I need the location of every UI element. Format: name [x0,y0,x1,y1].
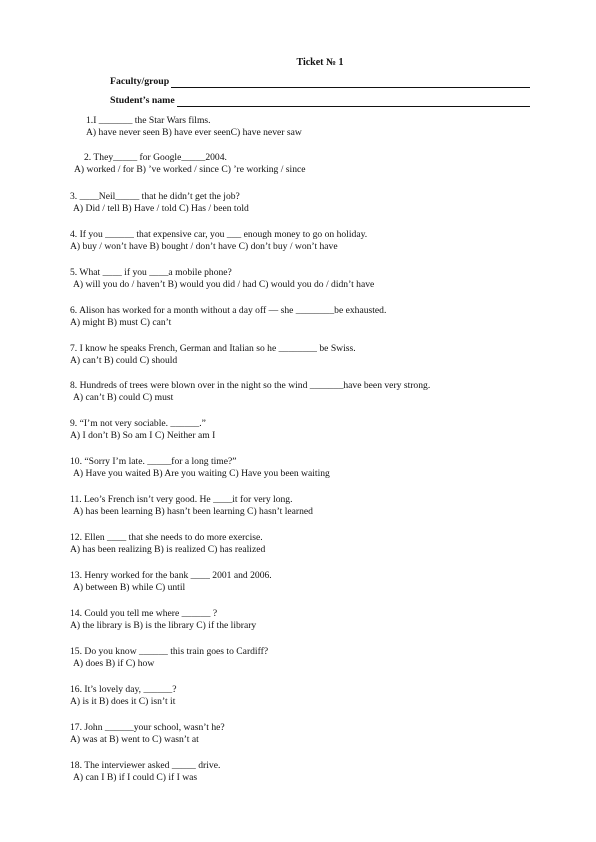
question-stem: 16. It’s lovely day, ______? [70,684,177,695]
question-9 [70,418,570,442]
page-title: Ticket № 1 [296,57,344,68]
question-options: A) is it B) does it C) isn’t it [70,696,176,707]
question-options: A) have never seen B) have ever seenC) have never saw [86,127,302,138]
question-8 [70,380,570,404]
question-3 [70,191,570,215]
question-2 [70,152,570,176]
question-options: A) was at B) went to C) wasn’t at [70,734,199,745]
question-5 [70,267,570,291]
faculty-group-field [110,76,530,88]
faculty-group-line [171,77,530,88]
question-stem: 3. ____Neil_____ that he didn’t get the job? [70,191,240,202]
question-11 [70,494,570,518]
question-stem: 5. What ____ if you ____a mobile phone? [70,267,232,278]
question-17 [70,722,570,746]
question-options: A) has been realizing B) is realized C) has realized [70,544,266,555]
question-12 [70,532,570,556]
question-stem: 1.I _______ the Star Wars films. [86,115,211,126]
question-16 [70,684,570,708]
question-stem: 17. John ______your school, wasn’t he? [70,722,225,733]
question-stem: 7. I know he speaks French, German and Italian so he ________ be Swiss. [70,343,356,354]
question-1 [70,115,570,139]
question-stem: 9. “I’m not very sociable. ______.” [70,418,206,429]
question-stem: 18. The interviewer asked _____ drive. [70,760,221,771]
question-options: A) Have you waited B) Are you waiting C) Have you been waiting [73,468,330,479]
question-stem: 15. Do you know ______ this train goes to Cardiff? [70,646,269,657]
question-stem: 2. They_____ for Google_____2004. [84,152,227,163]
question-options: A) does B) if C) how [73,658,155,669]
question-options: A) has been learning B) hasn’t been learning C) hasn’t learned [73,506,313,517]
question-stem: 11. Leo’s French isn’t very good. He ____it for very long. [70,494,293,505]
question-10 [70,456,570,480]
question-14 [70,608,570,632]
question-stem: 6. Alison has worked for a month without a day off — she ________be exhausted. [70,305,387,316]
question-options: A) can’t B) could C) must [73,392,174,403]
question-options: A) buy / won’t have B) bought / don’t have C) don’t buy / won’t have [70,241,338,252]
question-options: A) will you do / haven’t B) would you did / had C) would you do / didn’t have [73,279,375,290]
question-options: A) worked / for B) ’ve worked / since C) ’re working / since [74,164,306,175]
question-13 [70,570,570,594]
question-7 [70,343,570,367]
student-name-line [177,96,530,107]
question-stem: 14. Could you tell me where ______ ? [70,608,218,619]
question-options: A) can I B) if I could C) if I was [73,772,198,783]
question-6 [70,305,570,329]
student-name-field [110,95,530,107]
question-options: A) between B) while C) until [73,582,186,593]
question-stem: 10. “Sorry I’m late. _____for a long time?” [70,456,237,467]
question-stem: 12. Ellen ____ that she needs to do more exercise. [70,532,263,543]
question-18 [70,760,570,784]
question-stem: 8. Hundreds of trees were blown over in the night so the wind _______have been very strong. [70,380,431,391]
question-stem: 13. Henry worked for the bank ____ 2001 and 2006. [70,570,272,581]
question-options: A) can’t B) could C) should [70,355,178,366]
question-4 [70,229,570,253]
question-options: A) might B) must C) can’t [70,317,172,328]
question-options: A) the library is B) is the library C) if the library [70,620,257,631]
question-options: A) Did / tell B) Have / told C) Has / been told [73,203,249,214]
question-stem: 4. If you ______ that expensive car, you ___ enough money to go on holiday. [70,229,368,240]
question-15 [70,646,570,670]
question-options: A) I don’t B) So am I C) Neither am I [70,430,216,441]
faculty-group-label: Faculty/group [110,76,170,87]
student-name-label: Student’s name [110,95,175,106]
